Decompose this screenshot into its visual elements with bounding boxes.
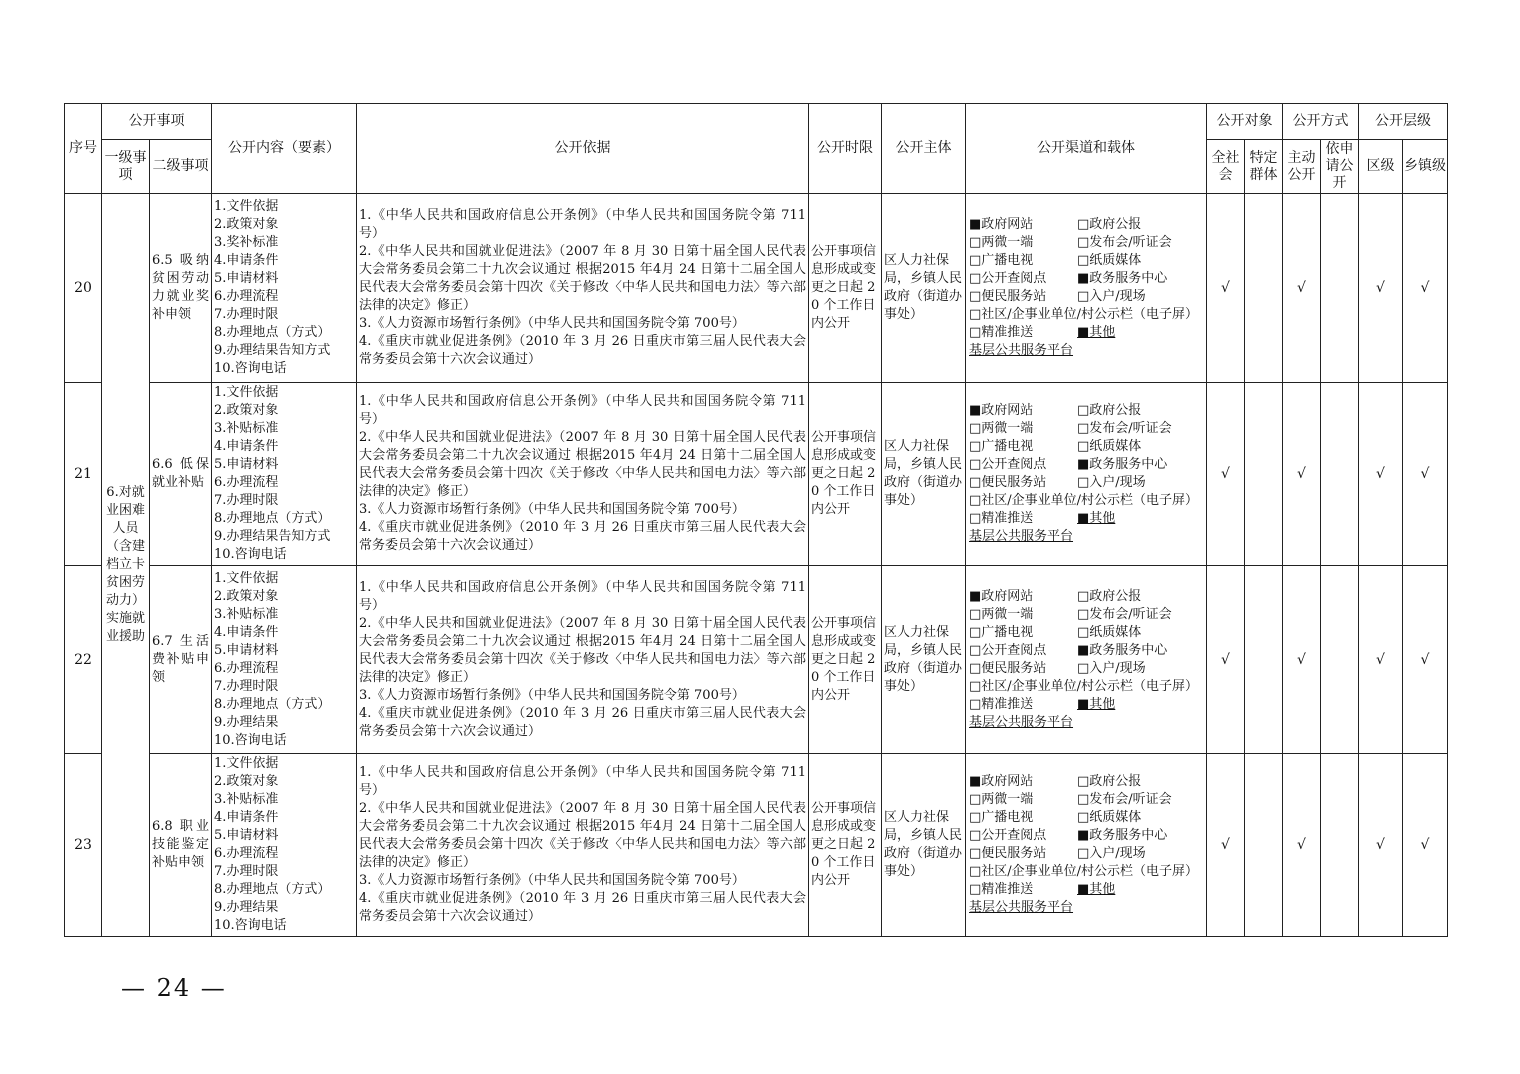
content-item: 7.办理时限 (214, 307, 279, 322)
channel-option: ■政府网站 (969, 774, 1034, 789)
content-item: 5.申请材料 (214, 642, 279, 658)
check-target-all: √ (1207, 194, 1245, 383)
check-target-all: √ (1207, 566, 1245, 754)
check-level-district: √ (1359, 194, 1403, 383)
row-seq: 23 (65, 754, 102, 937)
basis-item: 3.《人力资源市场暂行条例》（中华人民共和国国务院令第 700号） (359, 873, 745, 888)
content-item: 3.补贴标准 (214, 606, 279, 622)
channel-other-prefix: ■其他 (1077, 882, 1116, 897)
header-level: 公开层级 (1359, 104, 1448, 140)
table-body (65, 194, 1448, 937)
header-level-town: 乡镇级 (1403, 140, 1448, 194)
header-content: 公开内容（要素） (212, 104, 357, 194)
basis-item: 4.《重庆市就业促进条例》（2010 年 3 月 26 日重庆市第三届人民代表大会常务委员会第十六次会议通过） (359, 891, 806, 924)
basis-item: 4.《重庆市就业促进条例》（2010 年 3 月 26 日重庆市第三届人民代表大会常务委员会第十六次会议通过） (359, 334, 806, 367)
channel-option: □政府公报 (1077, 217, 1142, 232)
channel-option: □政府公报 (1077, 588, 1142, 604)
content-item: 3.补贴标准 (214, 421, 279, 436)
channel-other-value: 基层公共服务平台 (969, 343, 1074, 358)
content-list (212, 383, 357, 566)
channel-option: □发布会/听证会 (1077, 235, 1172, 250)
content-item: 8.办理地点（方式） (214, 882, 331, 897)
check-target-specific (1245, 754, 1283, 937)
content-list (212, 194, 357, 383)
channel-option-bulletin: □社区/企事业单位/村公示栏（电子屏） (969, 678, 1199, 694)
header-target-specific: 特定群体 (1245, 140, 1283, 194)
basis-item: 4.《重庆市就业促进条例》（2010 年 3 月 26 日重庆市第三届人民代表大会常务委员会第十六次会议通过） (359, 705, 806, 739)
content-item: 4.申请条件 (214, 439, 279, 454)
channel-option: □广播电视 (969, 439, 1034, 454)
content-item: 2.政策对象 (214, 774, 279, 789)
header-level2: 二级事项 (150, 140, 212, 194)
publishing-subject: 区人力社保局，乡镇人民政府（街道办事处） (882, 754, 966, 937)
channel-option: □纸质媒体 (1077, 810, 1142, 825)
content-item: 8.办理地点（方式） (214, 325, 331, 340)
check-level-town: √ (1403, 566, 1448, 754)
row-seq: 21 (65, 383, 102, 566)
channel-option: □两微一端 (969, 606, 1034, 622)
channel-other-value: 基层公共服务平台 (969, 900, 1074, 915)
basis-item: 2.《中华人民共和国就业促进法》（2007 年 8 月 30 日第十届全国人民代表大会常务委员会第二十九次会议通过 根据2015 年4月 24 日第十二届全国人民代表大会常务委员会第十四次《关于修改〈中华人民共和国电力法〉等六部法律的决定》修正） (359, 615, 806, 685)
content-item: 9.办理结果告知方式 (214, 529, 331, 544)
channel-option: □纸质媒体 (1077, 439, 1142, 454)
content-list (212, 754, 357, 937)
channel-option: ■政务服务中心 (1077, 271, 1168, 286)
channel-other-value: 基层公共服务平台 (969, 714, 1074, 730)
check-method-apply (1321, 383, 1359, 566)
channel-option: □广播电视 (969, 810, 1034, 825)
row-seq: 22 (65, 566, 102, 754)
channel-option-push: □精准推送 (969, 325, 1034, 340)
basis-item: 2.《中华人民共和国就业促进法》（2007 年 8 月 30 日第十届全国人民代表大会常务委员会第二十九次会议通过 根据2015 年4月 24 日第十二届全国人民代表大会常务委员会第十四次《关于修改〈中华人民共和国电力法〉等六部法律的决定》修正） (359, 244, 806, 313)
channel-option: ■政府网站 (969, 403, 1034, 418)
header-subject: 公开主体 (882, 104, 966, 194)
basis-item: 1.《中华人民共和国政府信息公开条例》（中华人民共和国国务院令第 711 号） (359, 394, 806, 427)
basis-list (357, 754, 809, 937)
channel-option-push: □精准推送 (969, 882, 1034, 897)
content-item: 10.咨询电话 (214, 547, 287, 562)
content-item: 7.办理时限 (214, 493, 279, 508)
check-method-apply (1321, 194, 1359, 383)
channel-option: □发布会/听证会 (1077, 792, 1172, 807)
channel-option: □两微一端 (969, 421, 1034, 436)
channel-other-prefix: ■其他 (1077, 696, 1116, 712)
channel-option: □便民服务站 (969, 475, 1047, 490)
time-limit: 公开事项信息形成或变更之日起 20 个工作日内公开 (809, 194, 882, 383)
content-item: 5.申请材料 (214, 457, 279, 472)
channel-grid (969, 216, 1203, 360)
content-item: 1.文件依据 (214, 570, 279, 586)
disclosure-table (64, 103, 1448, 937)
table-row (65, 754, 1448, 937)
channel-option: □纸质媒体 (1077, 253, 1142, 268)
content-item: 6.办理流程 (214, 846, 279, 861)
channel-option: ■政务服务中心 (1077, 642, 1168, 658)
channel-option-bulletin: □社区/企事业单位/村公示栏（电子屏） (969, 307, 1199, 322)
check-target-specific (1245, 383, 1283, 566)
basis-item: 1.《中华人民共和国政府信息公开条例》（中华人民共和国国务院令第 711 号） (359, 579, 806, 613)
channel-option: □入户/现场 (1077, 289, 1146, 304)
table-row (65, 383, 1448, 566)
channel-grid (969, 588, 1203, 732)
header-time-limit: 公开时限 (809, 104, 882, 194)
channel-option: □广播电视 (969, 253, 1034, 268)
level2-item: 6.8 职业技能鉴定补贴申领 (150, 754, 212, 937)
check-level-district: √ (1359, 566, 1403, 754)
level2-item: 6.6 低保就业补贴 (150, 383, 212, 566)
header-target: 公开对象 (1207, 104, 1283, 140)
channel-option: □便民服务站 (969, 846, 1047, 861)
channel-option: □公开查阅点 (969, 828, 1047, 843)
content-item: 8.办理地点（方式） (214, 696, 331, 712)
basis-list (357, 383, 809, 566)
channel-other-prefix: ■其他 (1077, 325, 1116, 340)
check-level-district: √ (1359, 383, 1403, 566)
level2-item: 6.5 吸纳贫困劳动力就业奖补申领 (150, 194, 212, 383)
channel-option-push: □精准推送 (969, 696, 1034, 712)
basis-item: 3.《人力资源市场暂行条例》（中华人民共和国国务院令第 700号） (359, 502, 745, 517)
publishing-subject: 区人力社保局，乡镇人民政府（街道办事处） (882, 566, 966, 754)
channel-option: □两微一端 (969, 792, 1034, 807)
channel-option: □入户/现场 (1077, 660, 1146, 676)
check-method-apply (1321, 566, 1359, 754)
channel-option: □政府公报 (1077, 774, 1142, 789)
channel-cell (966, 754, 1207, 937)
channel-grid (969, 402, 1203, 546)
content-item: 4.申请条件 (214, 253, 279, 268)
channel-option: □便民服务站 (969, 289, 1047, 304)
header-method-active: 主动公开 (1283, 140, 1321, 194)
level1-item: 6.对就业困难人员（含建档立卡贫困劳动力）实施就业援助 (102, 194, 150, 937)
channel-option-other (1077, 510, 1203, 528)
channel-option: □入户/现场 (1077, 846, 1146, 861)
basis-item: 3.《人力资源市场暂行条例》（中华人民共和国国务院令第 700号） (359, 316, 745, 331)
content-item: 2.政策对象 (214, 217, 279, 232)
content-item: 5.申请材料 (214, 828, 279, 843)
content-item: 3.补贴标准 (214, 792, 279, 807)
content-item: 8.办理地点（方式） (214, 511, 331, 526)
channel-option-other (1077, 881, 1203, 899)
channel-option: ■政府网站 (969, 588, 1034, 604)
check-method-active: √ (1283, 383, 1321, 566)
table-row (65, 566, 1448, 754)
basis-item: 4.《重庆市就业促进条例》（2010 年 3 月 26 日重庆市第三届人民代表大会常务委员会第十六次会议通过） (359, 520, 806, 553)
table-header (65, 104, 1448, 194)
channel-option: ■政务服务中心 (1077, 828, 1168, 843)
content-item: 7.办理时限 (214, 678, 279, 694)
content-item: 10.咨询电话 (214, 732, 287, 748)
check-level-district: √ (1359, 754, 1403, 937)
basis-item: 2.《中华人民共和国就业促进法》（2007 年 8 月 30 日第十届全国人民代表大会常务委员会第二十九次会议通过 根据2015 年4月 24 日第十二届全国人民代表大会常务委员会第十四次《关于修改〈中华人民共和国电力法〉等六部法律的决定》修正） (359, 801, 806, 870)
check-level-town: √ (1403, 754, 1448, 937)
content-item: 9.办理结果告知方式 (214, 343, 331, 358)
header-matter: 公开事项 (102, 104, 212, 140)
check-target-specific (1245, 194, 1283, 383)
channel-option: □公开查阅点 (969, 271, 1047, 286)
check-method-apply (1321, 754, 1359, 937)
content-item: 1.文件依据 (214, 199, 279, 214)
content-item: 9.办理结果 (214, 900, 279, 915)
channel-option: □广播电视 (969, 624, 1034, 640)
content-item: 5.申请材料 (214, 271, 279, 286)
time-limit: 公开事项信息形成或变更之日起 20 个工作日内公开 (809, 383, 882, 566)
content-item: 6.办理流程 (214, 475, 279, 490)
row-seq: 20 (65, 194, 102, 383)
header-seq: 序号 (65, 104, 102, 194)
header-target-all: 全社会 (1207, 140, 1245, 194)
publishing-subject: 区人力社保局，乡镇人民政府（街道办事处） (882, 194, 966, 383)
basis-item: 3.《人力资源市场暂行条例》（中华人民共和国国务院令第 700号） (359, 687, 745, 703)
check-target-all: √ (1207, 383, 1245, 566)
basis-item: 1.《中华人民共和国政府信息公开条例》（中华人民共和国国务院令第 711 号） (359, 765, 806, 798)
channel-option: □两微一端 (969, 235, 1034, 250)
content-item: 10.咨询电话 (214, 361, 287, 376)
channel-option-other (1077, 696, 1203, 714)
header-channel: 公开渠道和载体 (966, 104, 1207, 194)
check-level-town: √ (1403, 194, 1448, 383)
channel-option: □公开查阅点 (969, 457, 1047, 472)
header-method: 公开方式 (1283, 104, 1359, 140)
check-level-town: √ (1403, 383, 1448, 566)
channel-option: □发布会/听证会 (1077, 421, 1172, 436)
basis-list (357, 566, 809, 754)
channel-option-other (1077, 324, 1203, 342)
content-item: 4.申请条件 (214, 624, 279, 640)
content-list (212, 566, 357, 754)
check-method-active: √ (1283, 194, 1321, 383)
channel-grid (969, 773, 1203, 917)
content-item: 6.办理流程 (214, 660, 279, 676)
channel-option: ■政府网站 (969, 217, 1034, 232)
channel-option: □发布会/听证会 (1077, 606, 1172, 622)
channel-option-bulletin: □社区/企事业单位/村公示栏（电子屏） (969, 864, 1199, 879)
page-number: — 24 — (121, 974, 227, 1002)
header-level-district: 区级 (1359, 140, 1403, 194)
channel-other-value: 基层公共服务平台 (969, 529, 1074, 544)
content-item: 10.咨询电话 (214, 918, 287, 933)
channel-option: □纸质媒体 (1077, 624, 1142, 640)
basis-list (357, 194, 809, 383)
publishing-subject: 区人力社保局，乡镇人民政府（街道办事处） (882, 383, 966, 566)
channel-option-bulletin: □社区/企事业单位/村公示栏（电子屏） (969, 493, 1199, 508)
basis-item: 2.《中华人民共和国就业促进法》（2007 年 8 月 30 日第十届全国人民代表大会常务委员会第二十九次会议通过 根据2015 年4月 24 日第十二届全国人民代表大会常务委员会第十四次《关于修改〈中华人民共和国电力法〉等六部法律的决定》修正） (359, 430, 806, 499)
content-item: 3.奖补标准 (214, 235, 279, 250)
content-item: 4.申请条件 (214, 810, 279, 825)
header-level1: 一级事项 (102, 140, 150, 194)
channel-option: □政府公报 (1077, 403, 1142, 418)
check-target-all: √ (1207, 754, 1245, 937)
header-method-apply: 依申请公开 (1321, 140, 1359, 194)
check-method-active: √ (1283, 754, 1321, 937)
channel-option-push: □精准推送 (969, 511, 1034, 526)
channel-cell (966, 383, 1207, 566)
channel-option: □入户/现场 (1077, 475, 1146, 490)
channel-option: □公开查阅点 (969, 642, 1047, 658)
time-limit: 公开事项信息形成或变更之日起 20 个工作日内公开 (809, 754, 882, 937)
content-item: 1.文件依据 (214, 385, 279, 400)
content-item: 7.办理时限 (214, 864, 279, 879)
channel-cell (966, 194, 1207, 383)
basis-item: 1.《中华人民共和国政府信息公开条例》（中华人民共和国国务院令第 711 号） (359, 208, 806, 241)
content-item: 6.办理流程 (214, 289, 279, 304)
channel-option: □便民服务站 (969, 660, 1047, 676)
content-item: 1.文件依据 (214, 756, 279, 771)
content-item: 2.政策对象 (214, 403, 279, 418)
header-basis: 公开依据 (357, 104, 809, 194)
channel-option: ■政务服务中心 (1077, 457, 1168, 472)
time-limit: 公开事项信息形成或变更之日起 20 个工作日内公开 (809, 566, 882, 754)
level2-item: 6.7 生活费补贴申领 (150, 566, 212, 754)
channel-other-prefix: ■其他 (1077, 511, 1116, 526)
table-row (65, 194, 1448, 383)
check-method-active: √ (1283, 566, 1321, 754)
content-item: 2.政策对象 (214, 588, 279, 604)
check-target-specific (1245, 566, 1283, 754)
content-item: 9.办理结果 (214, 714, 279, 730)
channel-cell (966, 566, 1207, 754)
